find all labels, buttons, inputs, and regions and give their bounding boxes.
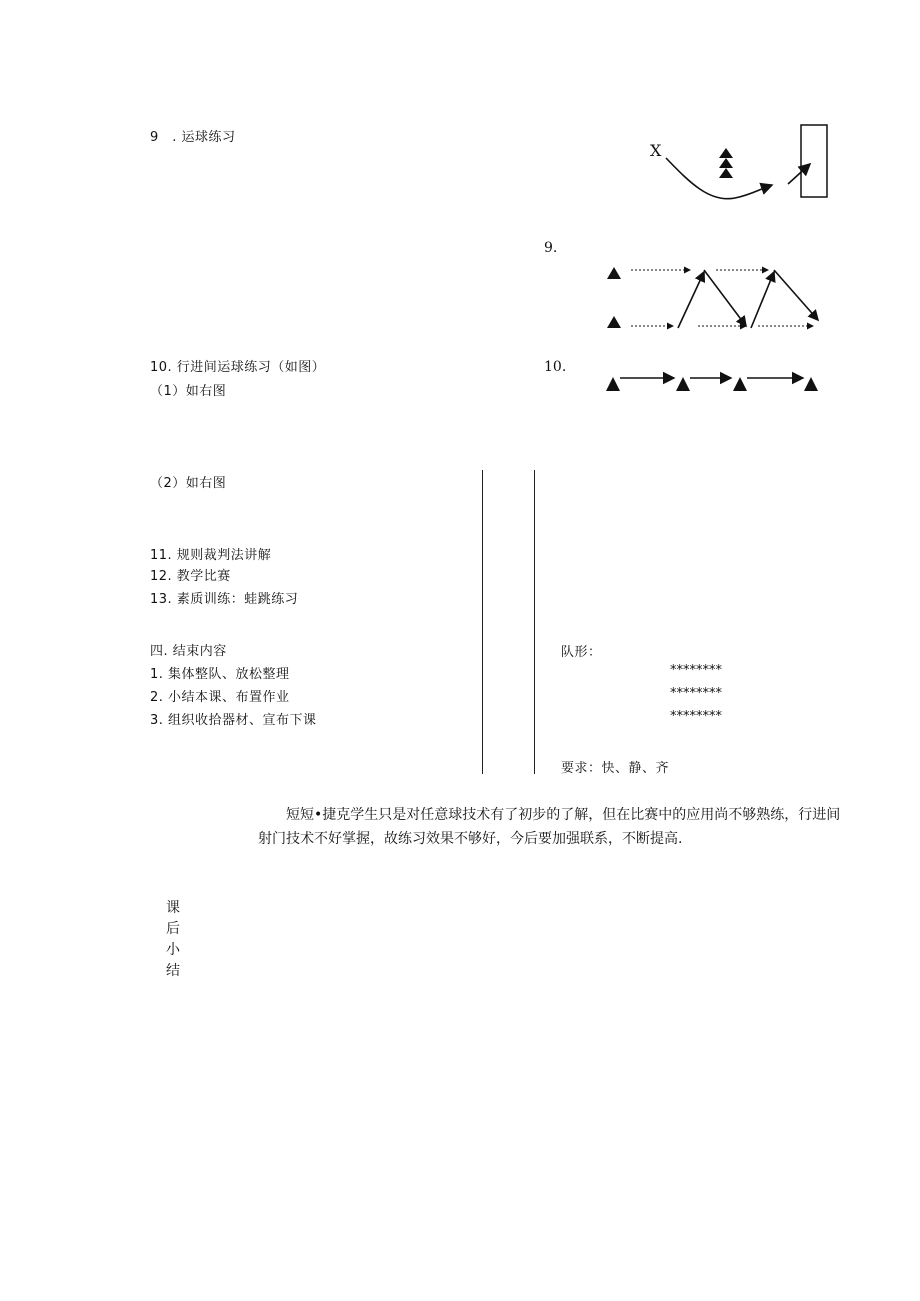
- goal-box: [801, 125, 827, 197]
- zigzag-run-arrow: [704, 270, 746, 326]
- item-9-dribbling-practice: 9 . 运球练习: [150, 130, 236, 145]
- cone-icon: [676, 377, 690, 391]
- after-class-summary-label: [166, 898, 182, 979]
- end-item-2: 2. 小结本课、布置作业: [150, 690, 290, 705]
- shot-arrow: [788, 164, 810, 184]
- item-10-moving-dribble: 10. 行进间运球练习（如图）: [150, 360, 326, 375]
- section-4-title: 四. 结束内容: [150, 644, 227, 659]
- zigzag-run-arrow: [774, 270, 818, 320]
- item-10-sub-1: （1）如右图: [150, 384, 227, 399]
- cone-icon: [606, 377, 620, 391]
- item-13-fitness-training: 13. 素质训练：蛙跳练习: [150, 592, 299, 607]
- cone-icon: [607, 316, 621, 328]
- vertical-label-char: 课: [166, 900, 180, 916]
- zigzag-run-arrow: [751, 272, 774, 328]
- cone-stack-icon: [719, 148, 733, 178]
- formation-requirement: 要求：快、静、齐: [561, 761, 670, 776]
- after-class-summary-text: 短短•捷克学生只是对任意球技术有了初步的了解，但在比赛中的应用尚不够熟练，行进间射门技术不好掌握，故练习效果不够好，今后要加强联系，不断提高.: [258, 807, 841, 847]
- formation-row-3: ********: [670, 709, 722, 724]
- end-item-1: 1. 集体整队、放松整理: [150, 667, 290, 682]
- formation-row-1: ********: [670, 663, 722, 678]
- dribble-goal-diagram: [640, 118, 840, 208]
- diagram-10-label: 10.: [544, 359, 567, 375]
- table-divider-right: [534, 470, 535, 774]
- dribble-curve-arrow: [666, 158, 772, 199]
- item-12-teaching-match: 12. 教学比赛: [150, 569, 231, 584]
- zigzag-run-arrow: [678, 272, 704, 328]
- item-11-rules: 11. 规则裁判法讲解: [150, 548, 272, 563]
- diagram-9-label: 9.: [544, 240, 558, 256]
- cone-icon: [733, 377, 747, 391]
- vertical-label-char: 小: [166, 942, 180, 958]
- cone-icon: [607, 267, 621, 279]
- cone-icon: [804, 377, 818, 391]
- item-10-sub-2: （2）如右图: [150, 476, 227, 491]
- table-divider-left: [482, 470, 483, 774]
- vertical-label-char: 后: [166, 921, 180, 937]
- player-x-label: X: [650, 141, 662, 160]
- formation-row-2: ********: [670, 686, 722, 701]
- zigzag-passing-diagram: [598, 258, 830, 338]
- moving-dribble-diagram: [598, 368, 830, 400]
- vertical-label-char: 结: [166, 963, 180, 979]
- end-item-3: 3. 组织收拾器材、宣布下课: [150, 713, 317, 728]
- formation-label: 队形：: [561, 645, 602, 660]
